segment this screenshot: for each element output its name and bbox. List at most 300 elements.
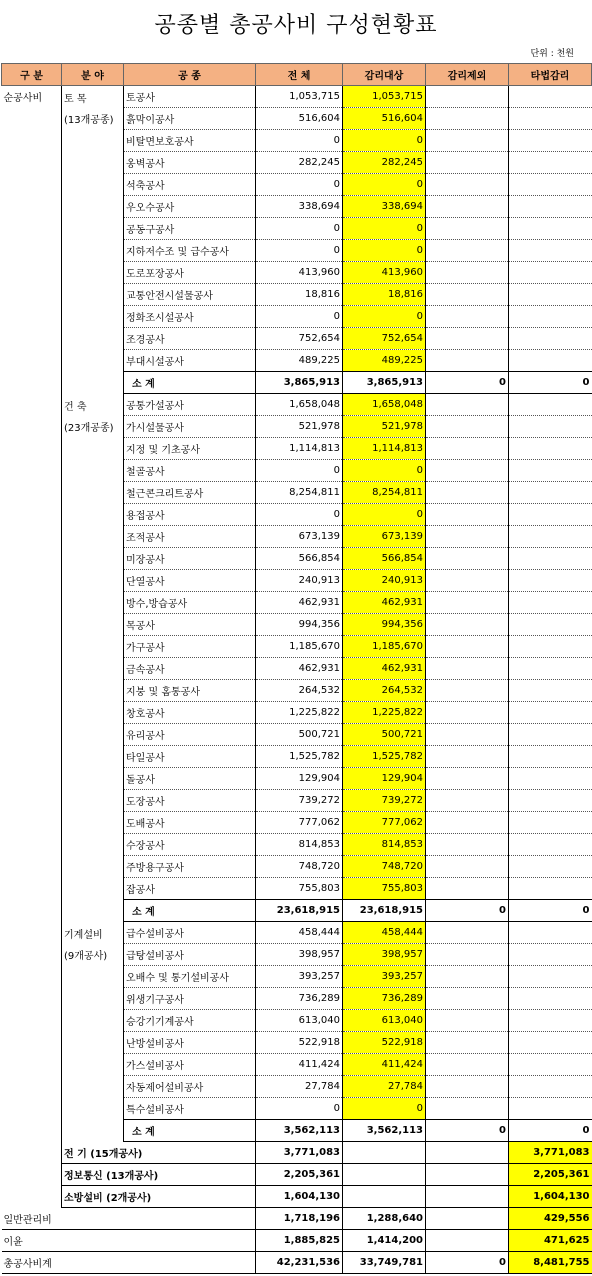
other-law-value [509,1098,592,1120]
total-value: 0 [256,460,343,482]
supervised-value: 458,444 [343,922,426,944]
supervised-value: 0 [343,240,426,262]
total-value: 1,885,825 [256,1230,343,1252]
other-law-value [509,1010,592,1032]
page-title: 공종별 총공사비 구성현황표 [154,13,438,38]
total-value: 748,720 [256,856,343,878]
supervised-value: 755,803 [343,878,426,900]
other-law-value [509,482,592,504]
trade-name: 옹벽공사 [124,152,256,174]
summary-label: 일반관리비 [2,1208,256,1230]
trade-name: 난방설비공사 [124,1032,256,1054]
field-cell [62,394,124,922]
other-law-value [509,416,592,438]
other-law-value [509,878,592,900]
header-excluded: 감리제외 [426,64,509,86]
summary-row [2,1208,592,1230]
excluded-value [426,416,509,438]
trade-name: 금속공사 [124,658,256,680]
total-value: 264,532 [256,680,343,702]
total-value: 0 [256,1098,343,1120]
table-row [2,86,592,108]
other-law-value [509,614,592,636]
field-count: (13개공종) [64,115,114,126]
subtotal-label: 소 계 [124,900,256,922]
other-law-value [509,306,592,328]
supervised-value: 814,853 [343,834,426,856]
excluded-value [426,614,509,636]
trade-name: 용접공사 [124,504,256,526]
trade-name: 지하저수조 및 급수공사 [124,240,256,262]
other-law-value [509,174,592,196]
other-law-value [509,1032,592,1054]
trade-name: 지정 및 기초공사 [124,438,256,460]
field-name: 정보통신 (13개공사) [62,1164,256,1186]
excluded-value [426,548,509,570]
excluded-value [426,768,509,790]
total-value: 516,604 [256,108,343,130]
total-value: 1,185,670 [256,636,343,658]
subtotal-label: 소 계 [124,372,256,394]
trade-name: 단열공사 [124,570,256,592]
cost-table [1,63,592,1274]
excluded-value [426,944,509,966]
supervised-value: 1,225,822 [343,702,426,724]
summary-row [2,1230,592,1252]
field-count: (23개공종) [64,422,114,434]
total-value: 613,040 [256,1010,343,1032]
excluded-value [426,152,509,174]
supervised-value: 1,185,670 [343,636,426,658]
excluded-value [426,1230,509,1252]
trade-name: 잡공사 [124,878,256,900]
supervised-value: 240,913 [343,570,426,592]
subtotal-excluded: 0 [426,900,509,922]
excluded-value [426,966,509,988]
supervised-value: 1,288,640 [343,1208,426,1230]
header-other-law: 타법감리 [509,64,592,86]
excluded-value [426,1186,509,1208]
excluded-value [426,812,509,834]
trade-name: 승강기기계공사 [124,1010,256,1032]
subtotal-other-law: 0 [509,900,592,922]
subtotal-other-law: 0 [509,1120,592,1142]
trade-name: 토공사 [124,86,256,108]
other-law-value [509,944,592,966]
trade-name: 석축공사 [124,174,256,196]
trade-name: 도로포장공사 [124,262,256,284]
excluded-value [426,438,509,460]
summary-row [2,1252,592,1274]
other-law-value [509,834,592,856]
other-law-value [509,526,592,548]
excluded-value [426,504,509,526]
supervised-value: 752,654 [343,328,426,350]
field-name: 전 기 (15개공사) [62,1142,256,1164]
supervised-value: 398,957 [343,944,426,966]
trade-name: 부대시설공사 [124,350,256,372]
trade-name: 가구공사 [124,636,256,658]
trade-name: 흙막이공사 [124,108,256,130]
supervised-value: 411,424 [343,1054,426,1076]
total-value: 1,658,048 [256,394,343,416]
excluded-value [426,636,509,658]
trade-name: 타일공사 [124,746,256,768]
supervised-value: 566,854 [343,548,426,570]
supervised-value: 516,604 [343,108,426,130]
other-law-value [509,86,592,108]
field-cell [62,86,124,394]
supervised-value: 1,525,782 [343,746,426,768]
other-law-value [509,658,592,680]
supervised-value: 500,721 [343,724,426,746]
subtotal-total: 3,865,913 [256,372,343,394]
excluded-value [426,130,509,152]
trade-name: 급탕설비공사 [124,944,256,966]
trade-name: 철골공사 [124,460,256,482]
excluded-value [426,86,509,108]
trade-name: 공동구공사 [124,218,256,240]
total-value: 673,139 [256,526,343,548]
trade-name: 주방용구공사 [124,856,256,878]
supervised-value: 0 [343,306,426,328]
excluded-value [426,482,509,504]
total-value: 752,654 [256,328,343,350]
trade-name: 미장공사 [124,548,256,570]
total-value: 0 [256,240,343,262]
total-value: 129,904 [256,768,343,790]
other-law-value: 1,604,130 [509,1186,592,1208]
excluded-value [426,680,509,702]
total-value: 739,272 [256,790,343,812]
excluded-value [426,658,509,680]
supervised-value: 8,254,811 [343,482,426,504]
supervised-value: 1,414,200 [343,1230,426,1252]
total-value: 462,931 [256,658,343,680]
total-value: 462,931 [256,592,343,614]
trade-name: 자동제어설비공사 [124,1076,256,1098]
excluded-value [426,108,509,130]
total-value: 0 [256,306,343,328]
trade-name: 수장공사 [124,834,256,856]
subtotal-excluded: 0 [426,372,509,394]
supervised-value: 129,904 [343,768,426,790]
trade-name: 우오수공사 [124,196,256,218]
total-value: 1,718,196 [256,1208,343,1230]
supervised-value: 994,356 [343,614,426,636]
field-name: 토 목 [64,94,87,105]
excluded-value [426,1076,509,1098]
other-law-value [509,394,592,416]
other-law-value [509,1054,592,1076]
other-law-value [509,702,592,724]
other-law-value [509,680,592,702]
total-value: 1,604,130 [256,1186,343,1208]
total-value: 18,816 [256,284,343,306]
header-row [2,64,592,86]
trade-name: 철근콘크리트공사 [124,482,256,504]
excluded-value [426,1010,509,1032]
other-law-value [509,570,592,592]
supervised-value: 18,816 [343,284,426,306]
other-law-value [509,460,592,482]
excluded-value [426,1054,509,1076]
supervised-value: 282,245 [343,152,426,174]
other-law-value [509,130,592,152]
total-value: 3,771,083 [256,1142,343,1164]
other-law-value: 471,625 [509,1230,592,1252]
excluded-value [426,1164,509,1186]
field-cell [62,922,124,1142]
other-law-value [509,636,592,658]
header-trade: 공 종 [124,64,256,86]
total-value: 521,978 [256,416,343,438]
other-law-value [509,152,592,174]
excluded-value [426,174,509,196]
total-value: 489,225 [256,350,343,372]
excluded-value [426,746,509,768]
trade-name: 조경공사 [124,328,256,350]
total-value: 42,231,536 [256,1252,343,1274]
other-field-row [2,1164,592,1186]
supervised-value: 264,532 [343,680,426,702]
excluded-value [426,988,509,1010]
excluded-value [426,526,509,548]
trade-name: 돌공사 [124,768,256,790]
excluded-value [426,856,509,878]
other-law-value: 3,771,083 [509,1142,592,1164]
table-body [2,86,592,1274]
trade-name: 유리공사 [124,724,256,746]
other-law-value [509,284,592,306]
supervised-value: 673,139 [343,526,426,548]
excluded-value [426,878,509,900]
supervised-value: 462,931 [343,592,426,614]
header-total: 전 체 [256,64,343,86]
excluded-value [426,1142,509,1164]
excluded-value [426,240,509,262]
supervised-value: 0 [343,174,426,196]
subtotal-total: 23,618,915 [256,900,343,922]
supervised-value: 33,749,781 [343,1252,426,1274]
supervised-value [343,1164,426,1186]
trade-name: 도배공사 [124,812,256,834]
total-value: 338,694 [256,196,343,218]
header-field: 분 야 [62,64,124,86]
excluded-value [426,1208,509,1230]
total-value: 1,114,813 [256,438,343,460]
supervised-value: 613,040 [343,1010,426,1032]
subtotal-total: 3,562,113 [256,1120,343,1142]
other-law-value [509,592,592,614]
supervised-value: 777,062 [343,812,426,834]
unit-label: 단위 : 천원 [530,49,574,59]
field-name: 소방설비 (2개공사) [62,1186,256,1208]
supervised-value: 521,978 [343,416,426,438]
other-law-value [509,988,592,1010]
supervised-value: 27,784 [343,1076,426,1098]
subtotal-label: 소 계 [124,1120,256,1142]
trade-name: 목공사 [124,614,256,636]
other-law-value [509,438,592,460]
total-value: 994,356 [256,614,343,636]
header-supervised: 감리대상 [343,64,426,86]
supervised-value: 522,918 [343,1032,426,1054]
subtotal-other-law: 0 [509,372,592,394]
total-value: 27,784 [256,1076,343,1098]
supervised-value: 462,931 [343,658,426,680]
other-law-value [509,1076,592,1098]
total-value: 500,721 [256,724,343,746]
table-row [2,394,592,416]
excluded-value [426,394,509,416]
category-cell: 순공사비 [2,86,62,1208]
field-name: 건 축 [64,401,87,413]
trade-name: 위생기구공사 [124,988,256,1010]
supervised-value: 0 [343,1098,426,1120]
excluded-value [426,460,509,482]
other-law-value [509,768,592,790]
trade-name: 창호공사 [124,702,256,724]
supervised-value: 739,272 [343,790,426,812]
excluded-value [426,570,509,592]
total-value: 282,245 [256,152,343,174]
supervised-value: 1,114,813 [343,438,426,460]
total-value: 413,960 [256,262,343,284]
total-value: 393,257 [256,966,343,988]
other-law-value [509,746,592,768]
excluded-value [426,328,509,350]
subtotal-supervised: 3,562,113 [343,1120,426,1142]
supervised-value: 0 [343,130,426,152]
other-law-value: 8,481,755 [509,1252,592,1274]
trade-name: 교통안전시설물공사 [124,284,256,306]
other-law-value [509,856,592,878]
supervised-value: 413,960 [343,262,426,284]
total-value: 0 [256,130,343,152]
total-value: 522,918 [256,1032,343,1054]
total-value: 398,957 [256,944,343,966]
trade-name: 방수,방습공사 [124,592,256,614]
excluded-value [426,306,509,328]
total-value: 2,205,361 [256,1164,343,1186]
supervised-value: 1,658,048 [343,394,426,416]
total-value: 736,289 [256,988,343,1010]
excluded-value [426,702,509,724]
trade-name: 가스설비공사 [124,1054,256,1076]
total-value: 814,853 [256,834,343,856]
subtotal-excluded: 0 [426,1120,509,1142]
excluded-value [426,350,509,372]
other-law-value [509,724,592,746]
other-law-value: 429,556 [509,1208,592,1230]
total-value: 0 [256,174,343,196]
total-value: 8,254,811 [256,482,343,504]
other-law-value [509,196,592,218]
excluded-value [426,284,509,306]
other-law-value [509,108,592,130]
supervised-value [343,1142,426,1164]
excluded-value [426,1032,509,1054]
trade-name: 가시설물공사 [124,416,256,438]
total-value: 240,913 [256,570,343,592]
supervised-value [343,1186,426,1208]
summary-label: 총공사비계 [2,1252,256,1274]
supervised-value: 748,720 [343,856,426,878]
excluded-value [426,922,509,944]
total-value: 1,525,782 [256,746,343,768]
other-law-value [509,262,592,284]
total-value: 566,854 [256,548,343,570]
total-value: 1,225,822 [256,702,343,724]
trade-name: 지붕 및 홈통공사 [124,680,256,702]
other-law-value [509,240,592,262]
other-law-value [509,812,592,834]
total-value: 411,424 [256,1054,343,1076]
other-law-value: 2,205,361 [509,1164,592,1186]
excluded-value [426,218,509,240]
excluded-value [426,834,509,856]
total-value: 0 [256,504,343,526]
other-law-value [509,966,592,988]
other-law-value [509,790,592,812]
supervised-value: 1,053,715 [343,86,426,108]
excluded-value [426,790,509,812]
other-law-value [509,328,592,350]
other-law-value [509,922,592,944]
trade-name: 급수설비공사 [124,922,256,944]
trade-name: 조적공사 [124,526,256,548]
supervised-value: 0 [343,218,426,240]
total-value: 458,444 [256,922,343,944]
excluded-value [426,1098,509,1120]
excluded-value [426,592,509,614]
trade-name: 정화조시설공사 [124,306,256,328]
trade-name: 비탈면보호공사 [124,130,256,152]
supervised-value: 393,257 [343,966,426,988]
excluded-value [426,724,509,746]
excluded-value [426,196,509,218]
supervised-value: 736,289 [343,988,426,1010]
other-law-value [509,548,592,570]
other-law-value [509,504,592,526]
supervised-value: 489,225 [343,350,426,372]
header-category: 구 분 [2,64,62,86]
trade-name: 오배수 및 통기설비공사 [124,966,256,988]
trade-name: 도장공사 [124,790,256,812]
table-row [2,922,592,944]
subtotal-supervised: 3,865,913 [343,372,426,394]
excluded-value: 0 [426,1252,509,1274]
field-name: 기계설비 [64,929,103,941]
supervised-value: 0 [343,504,426,526]
total-value: 1,053,715 [256,86,343,108]
other-law-value [509,350,592,372]
total-value: 0 [256,218,343,240]
supervised-value: 338,694 [343,196,426,218]
other-field-row [2,1186,592,1208]
trade-name: 공통가설공사 [124,394,256,416]
field-count: (9개공사) [64,950,108,962]
trade-name: 특수설비공사 [124,1098,256,1120]
other-law-value [509,218,592,240]
total-value: 755,803 [256,878,343,900]
summary-label: 이윤 [2,1230,256,1252]
excluded-value [426,262,509,284]
total-value: 777,062 [256,812,343,834]
other-field-row [2,1142,592,1164]
supervised-value: 0 [343,460,426,482]
